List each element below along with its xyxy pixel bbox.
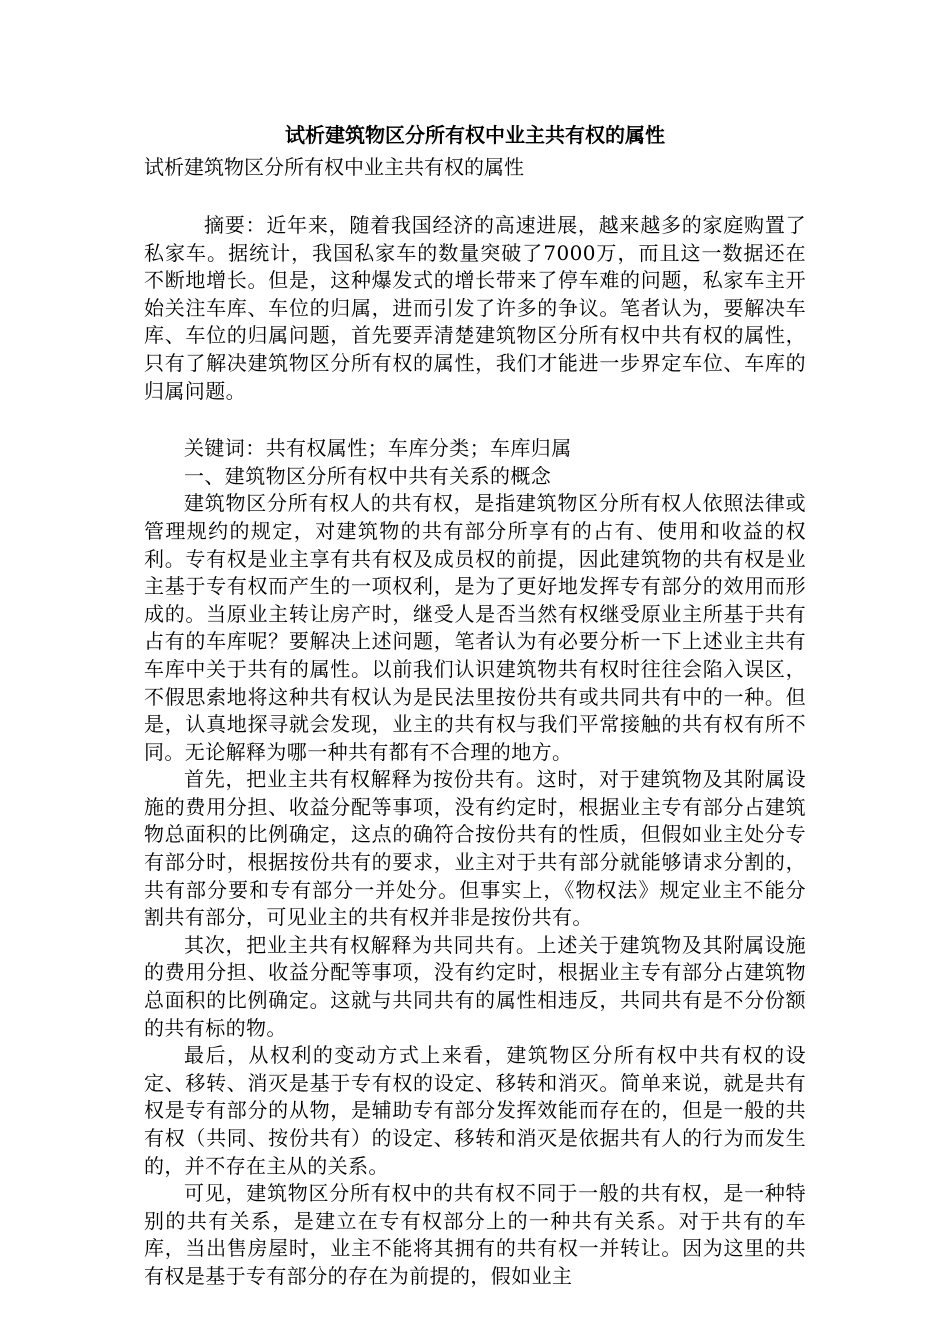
body-paragraph: 建筑物区分所有权人的共有权，是指建筑物区分所有权人依照法律或管理规约的规定，对建筑物的共有部分所享有的占有、使用和收益的权利。专有权是业主享有共有权及成员权的前提，因此建筑物的共有权是业主基于专有权而产生的一项权利，是为了更好地发挥专有部分的效用而形成的。当原业主转让房产时，继受人是否当然有权继受原业主所基于共有占有的车库呢？要解决上述问题，笔者认为有必要分析一下上述业主共有车库中关于共有的属性。以前我们认识建筑物共有权时往往会陷入误区，不假思索地将这种共有权认为是民法里按份共有或共同共有中的一种。但是，认真地探寻就会发现，业主的共有权与我们平常接触的共有权有所不同。无论解释为哪一种共有都有不合理的地方。 [144, 491, 806, 764]
document-subtitle: 试析建筑物区分所有权中业主共有权的属性 [144, 155, 524, 179]
section-heading: 一、建筑物区分所有权中共有关系的概念 [184, 463, 552, 488]
body-paragraph: 可见，建筑物区分所有权中的共有权不同于一般的共有权，是一种特别的共有关系，是建立在专有权部分上的一种共有关系。对于共有的车库，当出售房屋时，业主不能将其拥有的共有权一并转让。因为这里的共有权是基于专有部分的存在为前提的，假如业主 [144, 1181, 806, 1288]
abstract-paragraph: 摘要：近年来，随着我国经济的高速进展，越来越多的家庭购置了私家车。据统计，我国私家车的数量突破了7000万，而且这一数据还在不断地增长。但是，这种爆发式的增长带来了停车难的问题，私家车主开始关注车库、车位的归属，进而引发了许多的争议。笔者认为，要解决车库、车位的归属问题，首先要弄清楚建筑物区分所有权中共有权的属性，只有了解决建筑物区分所有权的属性，我们才能进一步界定车位、车库的归属问题。 [144, 213, 806, 403]
body-paragraph: 其次，把业主共有权解释为共同共有。上述关于建筑物及其附属设施的费用分担、收益分配等事项，没有约定时，根据业主专有部分占建筑物总面积的比例确定。这就与共同共有的属性相违反，共同共有是不分份额的共有标的物。 [144, 932, 806, 1040]
body-paragraph: 最后，从权利的变动方式上来看，建筑物区分所有权中共有权的设定、移转、消灭是基于专有权的设定、移转和消灭。简单来说，就是共有权是专有部分的从物，是辅助专有部分发挥效能而存在的，但是一般的共有权（共同、按份共有）的设定、移转和消灭是依据共有人的行为而发生的，并不存在主从的关系。 [144, 1043, 806, 1178]
document-page [144, 118, 806, 1291]
document-title: 试析建筑物区分所有权中业主共有权的属性 [285, 123, 665, 147]
body-paragraph: 首先，把业主共有权解释为按份共有。这时，对于建筑物及其附属设施的费用分担、收益分配等事项，没有约定时，根据业主专有部分占建筑物总面积的比例确定，这点的确符合按份共有的性质，但假如业主处分专有部分时，根据按份共有的要求，业主对于共有部分就能够请求分割的，共有部分要和专有部分一并处分。但事实上，《物权法》规定业主不能分割共有部分，可见业主的共有权并非是按份共有。 [144, 767, 806, 930]
keywords-line: 关键词：共有权属性；车库分类；车库归属 [184, 436, 572, 461]
